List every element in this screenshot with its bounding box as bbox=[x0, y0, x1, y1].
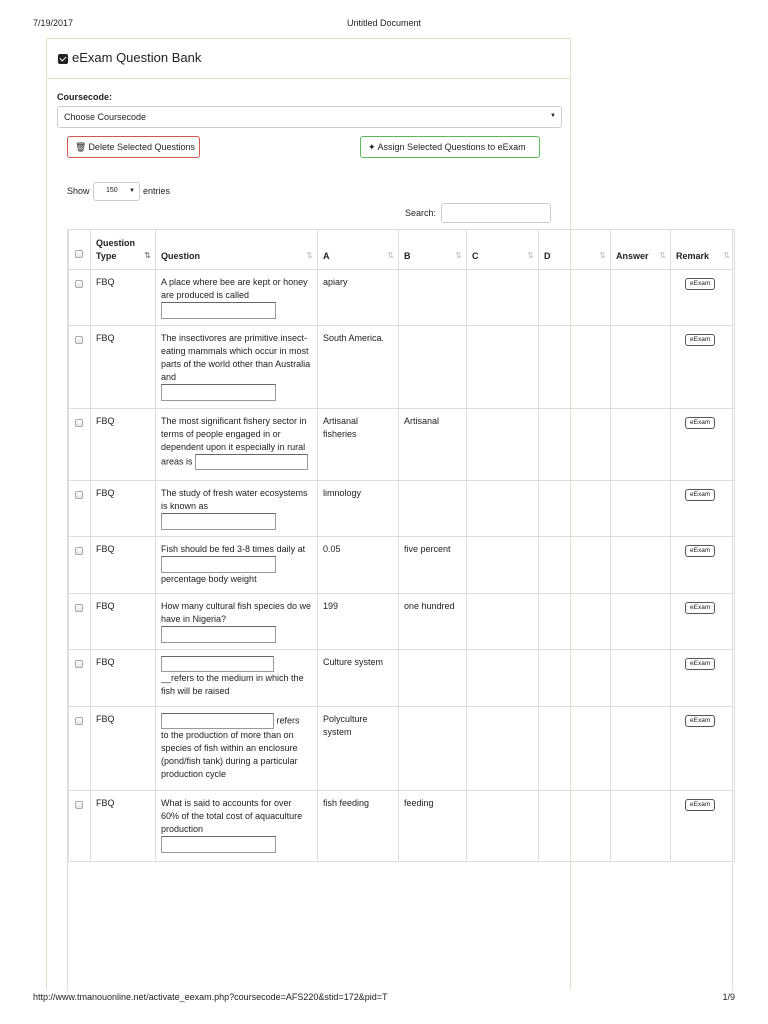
table-row bbox=[69, 707, 735, 791]
answer-cell bbox=[611, 409, 671, 481]
header-a[interactable]: A ⇅ bbox=[318, 230, 399, 270]
option-c-cell bbox=[467, 594, 539, 650]
option-b-cell bbox=[399, 707, 467, 791]
question-type-cell: FBQ bbox=[91, 707, 156, 791]
option-a-cell: Culture system bbox=[318, 650, 399, 707]
option-c-cell bbox=[467, 481, 539, 537]
checkbox-checked-icon bbox=[58, 54, 68, 64]
option-c-cell bbox=[467, 270, 539, 326]
row-checkbox[interactable] bbox=[75, 336, 83, 344]
row-checkbox[interactable] bbox=[75, 280, 83, 288]
remark-cell bbox=[671, 791, 735, 862]
coursecode-label: Coursecode: bbox=[57, 92, 113, 102]
option-d-cell bbox=[539, 537, 611, 594]
answer-cell bbox=[611, 650, 671, 707]
row-select-cell bbox=[69, 270, 91, 326]
row-checkbox[interactable] bbox=[75, 801, 83, 809]
question-text-suffix: percentage body weight bbox=[161, 574, 257, 584]
remark-cell bbox=[671, 537, 735, 594]
question-text: The most significant fishery sector in terms of people engaged in or dependent upon it especially in rural bbox=[161, 416, 307, 452]
sort-asc-icon: ⇅ bbox=[144, 251, 151, 260]
question-text: A place where bee are kept or honey are produced is called bbox=[161, 277, 308, 300]
print-header bbox=[0, 18, 768, 32]
option-d-cell bbox=[539, 270, 611, 326]
question-cell bbox=[156, 791, 318, 862]
sort-icon: ⇅ bbox=[659, 251, 666, 260]
header-question[interactable]: Question ⇅ bbox=[156, 230, 318, 270]
option-d-cell bbox=[539, 326, 611, 409]
question-type-cell: FBQ bbox=[91, 650, 156, 707]
document-title: Untitled Document bbox=[346, 18, 422, 28]
answer-blank-input[interactable] bbox=[161, 513, 276, 530]
option-c-cell bbox=[467, 650, 539, 707]
question-text: What is said to accounts for over 60% of the total cost of aquaculture production bbox=[161, 798, 303, 834]
option-a-cell: South America. bbox=[318, 326, 399, 409]
sort-icon: ⇅ bbox=[455, 251, 462, 260]
option-b-cell: Artisanal bbox=[399, 409, 467, 481]
header-question-type[interactable]: Question Type ⇅ bbox=[91, 230, 156, 270]
question-type-cell: FBQ bbox=[91, 537, 156, 594]
option-a-cell: Artisanal fisheries bbox=[318, 409, 399, 481]
assign-selected-label: Assign Selected Questions to eExam bbox=[377, 142, 526, 152]
answer-blank-input[interactable] bbox=[195, 454, 308, 470]
sort-icon: ⇅ bbox=[527, 251, 534, 260]
table-row bbox=[69, 650, 735, 707]
eexam-button[interactable]: eExam bbox=[685, 715, 715, 727]
option-d-cell bbox=[539, 650, 611, 707]
option-d-cell bbox=[539, 791, 611, 862]
eexam-button[interactable]: eExam bbox=[685, 799, 715, 811]
option-a-cell: 0.05 bbox=[318, 537, 399, 594]
answer-cell bbox=[611, 594, 671, 650]
question-text-suffix: to the production of more than on species of fish within an enclosure (pond/fish tank) during a particular production cycle bbox=[161, 730, 298, 779]
option-b-cell: five percent bbox=[399, 537, 467, 594]
option-c-cell bbox=[467, 326, 539, 409]
header-b[interactable]: B ⇅ bbox=[399, 230, 467, 270]
row-select-cell bbox=[69, 791, 91, 862]
option-d-cell bbox=[539, 594, 611, 650]
eexam-button[interactable]: eExam bbox=[685, 602, 715, 614]
coursecode-select[interactable] bbox=[57, 106, 562, 128]
remark-cell bbox=[671, 409, 735, 481]
questions-table-container bbox=[67, 229, 733, 991]
question-text: Fish should be fed 3-8 times daily at bbox=[161, 544, 306, 554]
option-c-cell bbox=[467, 707, 539, 791]
row-select-cell bbox=[69, 650, 91, 707]
row-checkbox[interactable] bbox=[75, 491, 83, 499]
panel-heading bbox=[47, 39, 570, 79]
remark-cell bbox=[671, 650, 735, 707]
option-a-cell: fish feeding bbox=[318, 791, 399, 862]
remark-cell bbox=[671, 481, 735, 537]
option-d-cell bbox=[539, 409, 611, 481]
row-select-cell bbox=[69, 409, 91, 481]
question-text: How many cultural fish species do we have in Nigeria? bbox=[161, 601, 312, 624]
option-d-cell bbox=[539, 481, 611, 537]
row-select-cell bbox=[69, 594, 91, 650]
answer-blank-input[interactable] bbox=[161, 302, 276, 319]
question-cell bbox=[156, 537, 318, 594]
option-b-cell bbox=[399, 270, 467, 326]
question-cell bbox=[156, 409, 318, 481]
question-text: The insectivores are primitive insect-eating mammals which occur in most parts of the world other than Australia and bbox=[161, 333, 311, 382]
row-checkbox[interactable] bbox=[75, 717, 83, 725]
show-label: Show bbox=[67, 186, 90, 196]
eexam-button[interactable]: eExam bbox=[685, 417, 715, 429]
assign-selected-button[interactable] bbox=[360, 136, 540, 158]
table-row bbox=[69, 409, 735, 481]
question-type-cell: FBQ bbox=[91, 270, 156, 326]
remark-cell bbox=[671, 270, 735, 326]
option-c-cell bbox=[467, 791, 539, 862]
question-cell bbox=[156, 594, 318, 650]
eexam-button[interactable]: eExam bbox=[685, 278, 715, 290]
row-checkbox[interactable] bbox=[75, 419, 83, 427]
eexam-button[interactable]: eExam bbox=[685, 658, 715, 670]
answer-blank-input[interactable] bbox=[161, 626, 276, 643]
remark-cell bbox=[671, 326, 735, 409]
pushpin-icon: ✦ bbox=[368, 142, 376, 152]
question-cell bbox=[156, 270, 318, 326]
row-checkbox[interactable] bbox=[75, 660, 83, 668]
question-text: refers bbox=[276, 715, 300, 726]
questions-table bbox=[68, 229, 735, 862]
row-select-cell bbox=[69, 707, 91, 791]
row-select-cell bbox=[69, 326, 91, 409]
sort-icon: ⇅ bbox=[387, 251, 394, 260]
panel-title: eExam Question Bank bbox=[72, 50, 202, 65]
table-row bbox=[69, 326, 735, 409]
question-text: __refers to the medium in which the fish will be raised bbox=[161, 673, 304, 696]
print-date: 7/19/2017 bbox=[33, 18, 74, 28]
table-row bbox=[69, 481, 735, 537]
search-input[interactable] bbox=[441, 203, 551, 223]
delete-selected-label: Delete Selected Questions bbox=[88, 142, 196, 152]
question-type-cell: FBQ bbox=[91, 481, 156, 537]
question-type-cell: FBQ bbox=[91, 791, 156, 862]
eexam-button[interactable]: eExam bbox=[685, 489, 715, 501]
answer-cell bbox=[611, 270, 671, 326]
option-b-cell bbox=[399, 326, 467, 409]
answer-blank-input[interactable] bbox=[161, 836, 276, 853]
trash-icon: 🗑 bbox=[75, 142, 87, 152]
table-row bbox=[69, 791, 735, 862]
coursecode-select-value: Choose Coursecode bbox=[64, 112, 147, 122]
question-cell bbox=[156, 650, 318, 707]
header-remark[interactable]: Remark ⇅ bbox=[671, 230, 735, 270]
question-type-cell: FBQ bbox=[91, 594, 156, 650]
question-text: The study of fresh water ecosystems is known as bbox=[161, 488, 308, 511]
dropdown-caret-icon: ▼ bbox=[550, 113, 556, 119]
question-type-cell: FBQ bbox=[91, 409, 156, 481]
answer-cell bbox=[611, 537, 671, 594]
row-checkbox[interactable] bbox=[75, 547, 83, 555]
answer-cell bbox=[611, 481, 671, 537]
option-b-cell: one hundred bbox=[399, 594, 467, 650]
option-a-cell: apiary bbox=[318, 270, 399, 326]
select-all-header bbox=[69, 230, 91, 270]
header-c[interactable]: C ⇅ bbox=[467, 230, 539, 270]
remark-cell bbox=[671, 707, 735, 791]
option-c-cell bbox=[467, 537, 539, 594]
eexam-button[interactable]: eExam bbox=[685, 545, 715, 557]
entries-label: entries bbox=[143, 186, 171, 196]
entries-select[interactable] bbox=[93, 182, 140, 201]
remark-cell bbox=[671, 594, 735, 650]
entries-select-value: 150 bbox=[106, 187, 118, 194]
table-row bbox=[69, 537, 735, 594]
answer-blank-input[interactable] bbox=[161, 656, 274, 672]
option-a-cell: 199 bbox=[318, 594, 399, 650]
option-d-cell bbox=[539, 707, 611, 791]
answer-blank-input[interactable] bbox=[161, 713, 274, 729]
page-url: http://www.tmanouonline.net/activate_eexam.php?coursecode=AFS220&stid=172&pid=T bbox=[33, 992, 388, 1002]
dropdown-caret-icon: ▼ bbox=[129, 188, 135, 194]
answer-blank-input[interactable] bbox=[161, 556, 276, 573]
question-cell bbox=[156, 481, 318, 537]
option-a-cell: Polyculture system bbox=[318, 707, 399, 791]
answer-blank-input[interactable] bbox=[161, 384, 276, 401]
row-select-cell bbox=[69, 537, 91, 594]
eexam-button[interactable]: eExam bbox=[685, 334, 715, 346]
sort-icon: ⇅ bbox=[306, 251, 313, 260]
option-c-cell bbox=[467, 409, 539, 481]
delete-selected-button[interactable] bbox=[67, 136, 200, 158]
option-b-cell bbox=[399, 650, 467, 707]
table-header-row bbox=[69, 230, 735, 270]
sort-icon: ⇅ bbox=[599, 251, 606, 260]
option-b-cell: feeding bbox=[399, 791, 467, 862]
table-row bbox=[69, 270, 735, 326]
page-number: 1/9 bbox=[722, 992, 735, 1002]
option-b-cell bbox=[399, 481, 467, 537]
table-row bbox=[69, 594, 735, 650]
question-cell bbox=[156, 326, 318, 409]
question-cell bbox=[156, 707, 318, 791]
question-type-cell: FBQ bbox=[91, 326, 156, 409]
select-all-checkbox[interactable] bbox=[75, 250, 83, 258]
answer-cell bbox=[611, 326, 671, 409]
search-label: Search: bbox=[405, 208, 437, 218]
row-select-cell bbox=[69, 481, 91, 537]
question-text-suffix: areas is bbox=[161, 456, 193, 467]
answer-cell bbox=[611, 791, 671, 862]
sort-icon: ⇅ bbox=[723, 251, 730, 260]
header-answer[interactable]: Answer ⇅ bbox=[611, 230, 671, 270]
header-d[interactable]: D ⇅ bbox=[539, 230, 611, 270]
option-a-cell: limnology bbox=[318, 481, 399, 537]
answer-cell bbox=[611, 707, 671, 791]
row-checkbox[interactable] bbox=[75, 604, 83, 612]
